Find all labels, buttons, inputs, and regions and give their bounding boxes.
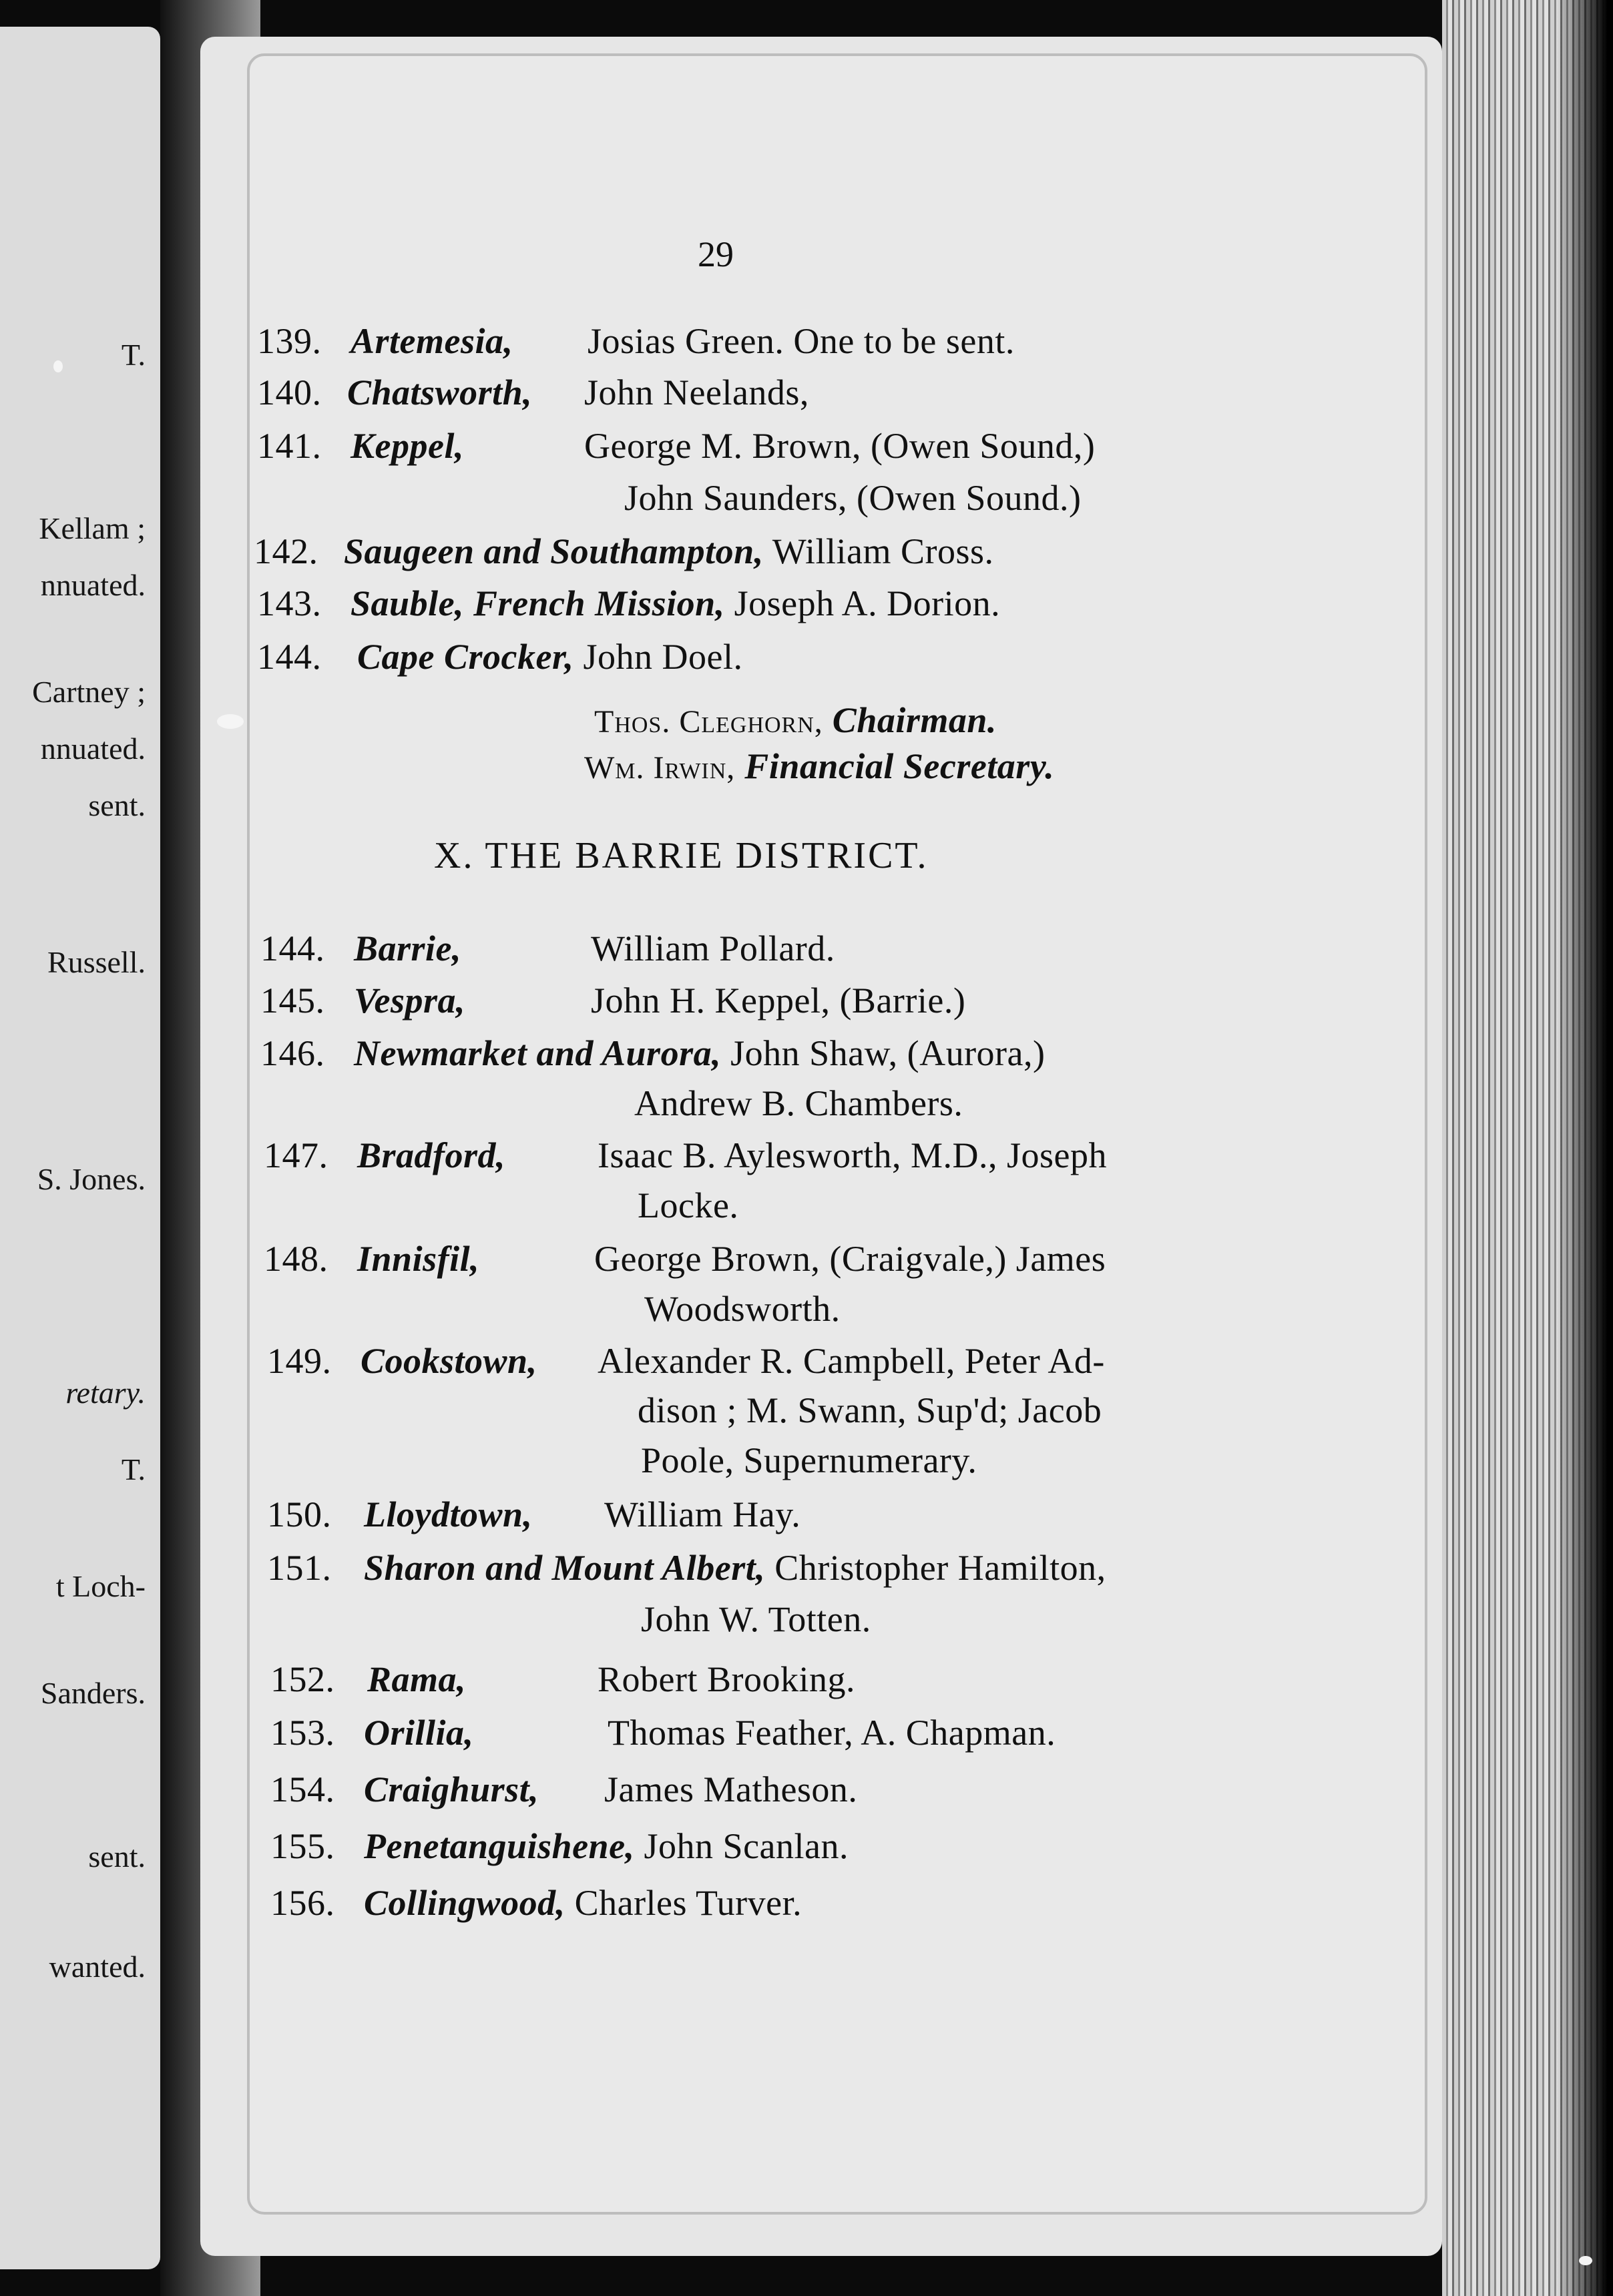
- entry-147-continuation: Locke.: [638, 1185, 739, 1225]
- entry-154: [270, 1769, 857, 1810]
- signature-name: Wm. Irwin,: [584, 750, 736, 786]
- entry-text: Christopher Hamilton,: [774, 1548, 1106, 1588]
- entry-number: 151.: [267, 1548, 332, 1588]
- entry-148: [264, 1238, 1106, 1279]
- entry-text: Thomas Feather, A. Chapman.: [608, 1713, 1056, 1753]
- entry-141: [257, 425, 1095, 467]
- left-page-fragment: T.: [121, 1452, 146, 1486]
- entry-place: Cookstown,: [361, 1341, 537, 1381]
- entry-text: Charles Turver.: [574, 1883, 802, 1923]
- scan-speck: [217, 714, 244, 729]
- entry-144-cape-crocker: [257, 636, 742, 677]
- entry-147: [264, 1135, 1107, 1176]
- signature-role: Financial Secretary.: [744, 746, 1055, 786]
- left-page-fragment: retary.: [65, 1376, 146, 1410]
- entry-place: Barrie,: [354, 928, 462, 968]
- entry-number: 146.: [260, 1033, 325, 1073]
- entry-number: 153.: [270, 1713, 335, 1753]
- entry-text: John Scanlan.: [644, 1826, 849, 1866]
- entry-place: Bradford,: [357, 1135, 506, 1175]
- left-page-fragment: T.: [121, 338, 146, 372]
- entry-146-continuation: Andrew B. Chambers.: [634, 1083, 963, 1123]
- left-page-fragment: S. Jones.: [37, 1162, 146, 1196]
- entry-number: 144.: [257, 637, 322, 677]
- entry-text: Robert Brooking.: [598, 1659, 855, 1699]
- entry-text: George Brown, (Craigvale,) James: [594, 1239, 1106, 1279]
- entry-text: John Shaw, (Aurora,): [730, 1033, 1046, 1073]
- entry-148-continuation: Woodsworth.: [644, 1289, 841, 1329]
- entry-place: Orillia,: [364, 1713, 474, 1753]
- entry-155: [270, 1825, 849, 1867]
- entry-text: Josias Green. One to be sent.: [588, 321, 1015, 361]
- entry-number: 143.: [257, 583, 322, 623]
- district-heading: X. THE BARRIE DISTRICT.: [434, 835, 929, 876]
- left-page-fragment: nnuated.: [40, 568, 146, 602]
- entry-place: Sauble, French Mission,: [351, 583, 725, 623]
- entry-141-continuation: John Saunders, (Owen Sound.): [624, 478, 1082, 518]
- entry-place: Artemesia,: [351, 321, 513, 361]
- entry-140: [257, 372, 809, 413]
- left-page-fragment: Sanders.: [40, 1676, 146, 1710]
- entry-156: [270, 1882, 802, 1924]
- entry-number: 149.: [267, 1341, 332, 1381]
- entry-145: [260, 980, 965, 1021]
- entry-text: James Matheson.: [604, 1769, 858, 1809]
- signature-name: Thos. Cleghorn,: [594, 704, 823, 740]
- entry-place: Rama,: [367, 1659, 467, 1699]
- entry-text: Isaac B. Aylesworth, M.D., Joseph: [598, 1135, 1107, 1175]
- entry-text: John Neelands,: [584, 372, 809, 412]
- entry-number: 139.: [257, 321, 322, 361]
- entry-143: [257, 583, 1000, 624]
- entry-144-barrie: [260, 928, 835, 969]
- entry-number: 152.: [270, 1659, 335, 1699]
- signature-financial-secretary: [584, 746, 1054, 787]
- entry-place: Vespra,: [354, 980, 466, 1021]
- entry-text: Alexander R. Campbell, Peter Ad-: [598, 1341, 1105, 1381]
- entry-number: 156.: [270, 1883, 335, 1923]
- page-edge-shadow: [1556, 0, 1613, 2296]
- entry-place: Sharon and Mount Albert,: [364, 1548, 766, 1588]
- signature-chairman: [594, 699, 997, 741]
- entry-number: 141.: [257, 426, 322, 466]
- entry-number: 144.: [260, 928, 325, 968]
- entry-139: [257, 320, 1015, 362]
- left-page-fragment: Cartney ;: [32, 675, 146, 709]
- entry-place: Innisfil,: [357, 1239, 480, 1279]
- entry-number: 154.: [270, 1769, 335, 1809]
- left-page-fragment: sent.: [88, 788, 146, 822]
- left-page-fragment: sent.: [88, 1839, 146, 1874]
- entry-153: [270, 1712, 1056, 1753]
- entry-text: John Doel.: [583, 637, 743, 677]
- entry-number: 140.: [257, 372, 322, 412]
- entry-text: William Cross.: [772, 531, 994, 571]
- entry-151: [267, 1547, 1106, 1589]
- entry-text: William Pollard.: [591, 928, 835, 968]
- entry-text: John H. Keppel, (Barrie.): [591, 980, 966, 1021]
- entry-text: Joseph A. Dorion.: [734, 583, 1001, 623]
- entry-place: Collingwood,: [364, 1883, 565, 1923]
- signature-role: Chairman.: [832, 700, 997, 740]
- entry-number: 147.: [264, 1135, 328, 1175]
- entry-text: William Hay.: [604, 1494, 801, 1534]
- entry-place: Penetanguishene,: [364, 1826, 635, 1866]
- left-page-fragment: Kellam ;: [39, 511, 146, 545]
- entry-place: Craighurst,: [364, 1769, 539, 1809]
- left-page-fragment: nnuated.: [40, 732, 146, 766]
- entry-151-continuation: John W. Totten.: [641, 1599, 871, 1639]
- entry-146: [260, 1033, 1045, 1074]
- entry-place: Newmarket and Aurora,: [354, 1033, 722, 1073]
- entry-number: 145.: [260, 980, 325, 1021]
- left-page-fragment: t Loch-: [55, 1569, 146, 1603]
- entry-place: Keppel,: [351, 426, 464, 466]
- page-number: 29: [698, 234, 734, 274]
- entry-149-continuation: Poole, Supernumerary.: [641, 1440, 977, 1480]
- scan-speck: [1579, 2256, 1592, 2265]
- entry-number: 142.: [254, 531, 318, 571]
- entry-place: Cape Crocker,: [357, 637, 574, 677]
- entry-number: 150.: [267, 1494, 332, 1534]
- left-page-fragment: wanted.: [49, 1950, 146, 1984]
- left-page-fragment: Russell.: [47, 945, 146, 979]
- entry-number: 148.: [264, 1239, 328, 1279]
- scan-speck: [53, 360, 63, 372]
- entry-number: 155.: [270, 1826, 335, 1866]
- left-page-strip: [0, 27, 160, 2269]
- entry-149-continuation: dison ; M. Swann, Sup'd; Jacob: [638, 1390, 1102, 1430]
- entry-place: Saugeen and Southampton,: [344, 531, 764, 571]
- entry-place: Lloydtown,: [364, 1494, 533, 1534]
- entry-149: [267, 1340, 1105, 1382]
- entry-150: [267, 1494, 800, 1535]
- entry-152: [270, 1659, 855, 1700]
- entry-142: [254, 531, 994, 572]
- entry-text: George M. Brown, (Owen Sound,): [584, 426, 1096, 466]
- entry-place: Chatsworth,: [347, 372, 533, 412]
